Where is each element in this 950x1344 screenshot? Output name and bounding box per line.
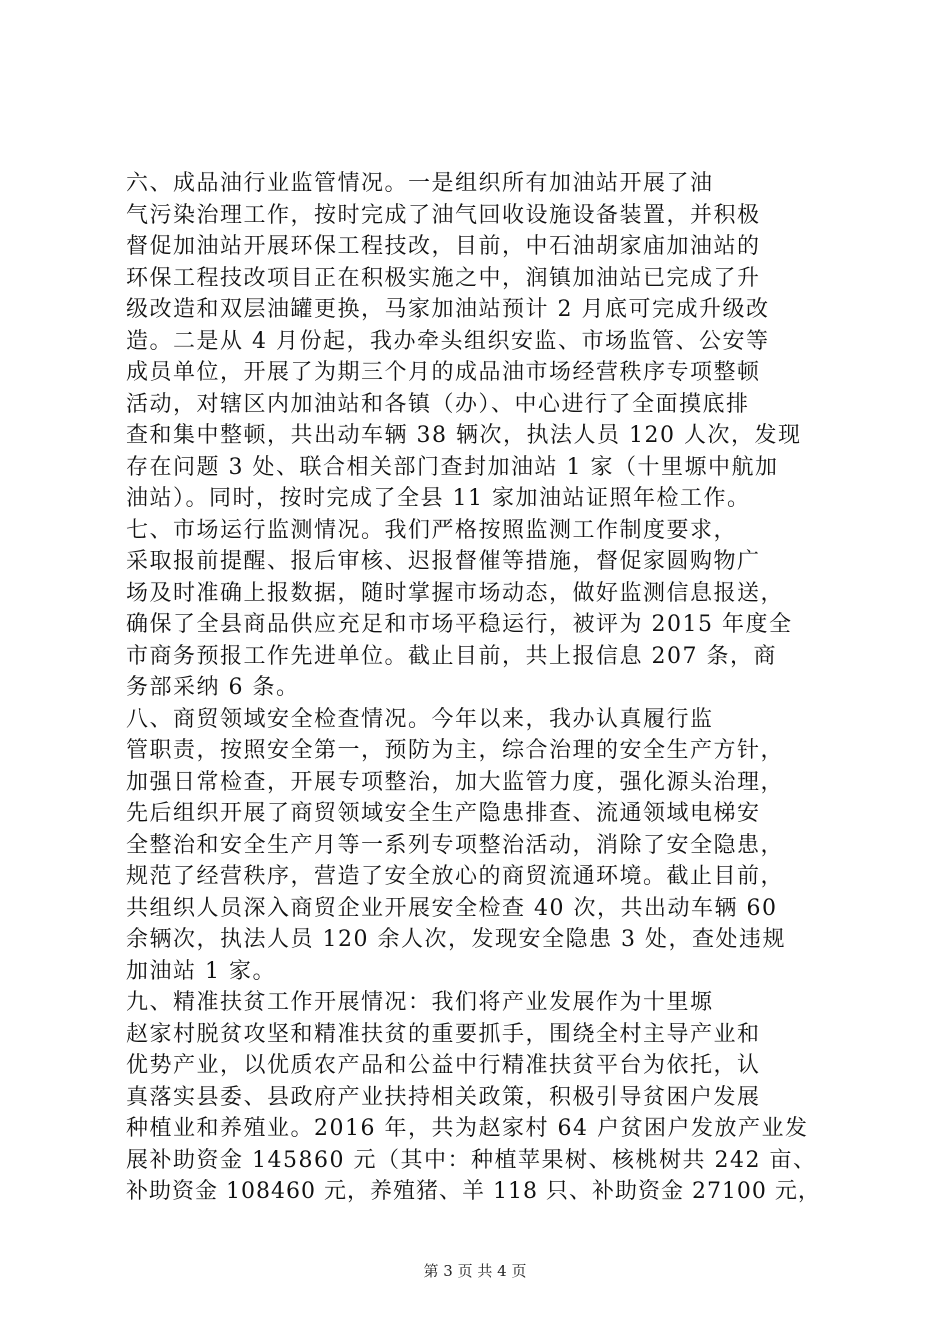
text-line: 规范了经营秩序，营造了安全放心的商贸流通环境。截止目前，	[126, 864, 785, 889]
document-body	[126, 168, 830, 1208]
text-line: 油站）。同时，按时完成了全县 11 家加油站证照年检工作。	[126, 486, 751, 511]
text-line: 展补助资金 145860 元（其中：种植苹果树、核桃树共 242 亩、	[126, 1147, 817, 1173]
text-line: 级改造和双层油罐更换，马家加油站预计 2 月底可完成升级改	[126, 297, 770, 322]
text-line: 查和集中整顿，共出动车辆 38 辆次，执法人员 120 人次，发现	[126, 423, 802, 448]
text-line: 七、市场运行监测情况。我们严格按照监测工作制度要求，	[126, 517, 738, 543]
text-line: 活动，对辖区内加油站和各镇（办）、中心进行了全面摸底排	[126, 391, 750, 417]
text-line: 全整治和安全生产月等一系列专项整治活动，消除了安全隐患，	[126, 832, 785, 858]
text-line: 八、商贸领域安全检查情况。今年以来，我办认真履行监	[126, 706, 714, 732]
text-line: 九、精准扶贫工作开展情况：我们将产业发展作为十里塬	[126, 990, 714, 1015]
text-line: 务部采纳 6 条。	[126, 675, 300, 700]
page-number-footer: 第 3 页 共 4 页	[423, 1262, 527, 1280]
text-line: 加强日常检查，开展专项整治，加大监管力度，强化源头治理，	[126, 769, 785, 795]
text-line: 采取报前提醒、报后审核、迟报督催等措施，督促家圆购物广	[126, 549, 761, 574]
text-line: 种植业和养殖业。2016 年，共为赵家村 64 户贫困户发放产业发	[126, 1116, 809, 1141]
text-line: 气污染治理工作，按时完成了油气回收设施设备装置，并积极	[126, 202, 761, 228]
text-line: 优势产业，以优质农产品和公益中行精准扶贫平台为依托，认	[126, 1053, 761, 1078]
text-line: 确保了全县商品供应充足和市场平稳运行，被评为 2015 年度全	[126, 612, 793, 637]
text-line: 存在问题 3 处、联合相关部门查封加油站 1 家（十里塬中航加	[126, 454, 779, 480]
text-line: 场及时准确上报数据，随时掌握市场动态，做好监测信息报送，	[126, 580, 785, 606]
text-line: 督促加油站开展环保工程技改，目前，中石油胡家庙加油站的	[126, 234, 761, 259]
text-line: 加油站 1 家。	[126, 958, 276, 984]
text-line: 管职责，按照安全第一，预防为主，综合治理的安全生产方针，	[126, 738, 785, 763]
text-line: 赵家村脱贫攻坚和精准扶贫的重要抓手，围绕全村主导产业和	[126, 1021, 761, 1047]
text-line: 真落实县委、县政府产业扶持相关政策，积极引导贫困户发展	[126, 1084, 761, 1110]
text-line: 余辆次，执法人员 120 余人次，发现安全隐患 3 处，查处违规	[126, 927, 786, 952]
text-line: 市商务预报工作先进单位。截止目前，共上报信息 207 条，商	[126, 643, 777, 669]
text-line: 共组织人员深入商贸企业开展安全检查 40 次，共出动车辆 60	[126, 895, 778, 921]
text-line: 补助资金 108460 元，养殖猪、羊 118 只、补助资金 27100 元，	[126, 1179, 821, 1204]
text-line: 六、成品油行业监管情况。一是组织所有加油站开展了油	[126, 171, 714, 196]
text-line: 成员单位，开展了为期三个月的成品油市场经营秩序专项整顿	[126, 360, 761, 385]
text-line: 环保工程技改项目正在积极实施之中，润镇加油站已完成了升	[126, 265, 761, 291]
text-line: 造。二是从 4 月份起，我办牵头组织安监、市场监管、公安等	[126, 328, 770, 354]
text-line: 先后组织开展了商贸领域安全生产隐患排查、流通领域电梯安	[126, 801, 761, 826]
